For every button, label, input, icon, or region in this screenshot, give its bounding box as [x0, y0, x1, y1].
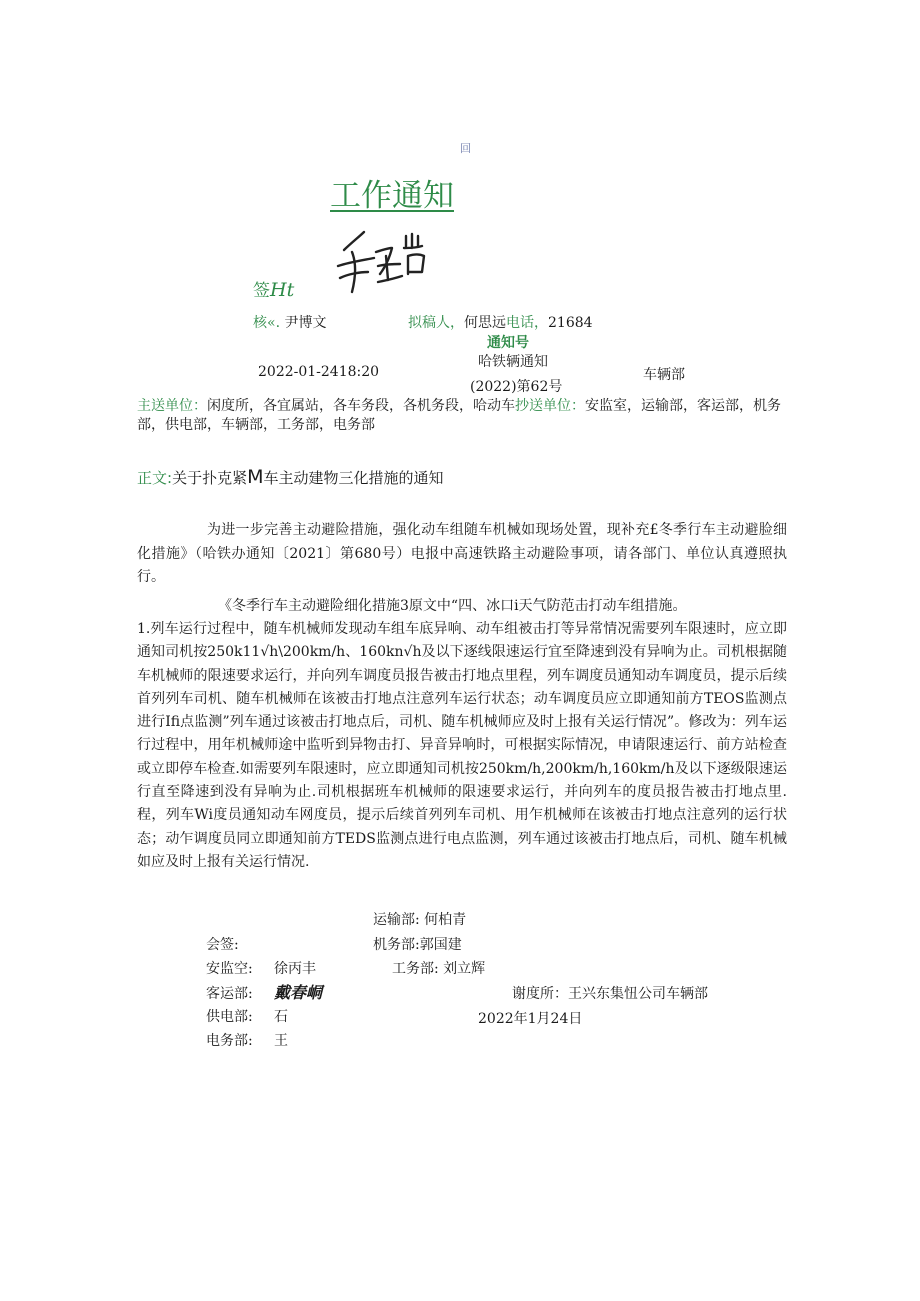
- passenger-sign: 客运部: 戴春峒: [206, 983, 323, 1002]
- notice-name: 哈铁辆通知: [478, 354, 548, 370]
- reviewer-label: 核«.: [253, 315, 281, 331]
- reviewer-name: 尹博文: [284, 315, 327, 331]
- issue-datetime: 2022-01-2418:20: [258, 364, 380, 380]
- copy-recipients-label: 抄送单位：: [515, 398, 585, 414]
- reviewer-line: [253, 312, 326, 332]
- machine-sign: 机务部:郭国建: [373, 937, 462, 953]
- drafter-line: [408, 312, 593, 332]
- body-paragraph-2: 《冬季行车主动避险细化措施3原文中“四、冰口i天气防范击打动车组措施。: [218, 598, 687, 614]
- subject-label: 正文:: [137, 469, 173, 487]
- document-title: 工作通知: [330, 178, 454, 214]
- subject-line: [137, 466, 444, 488]
- recipients-line-1: [137, 395, 781, 415]
- power-sign: 供电部: 石: [206, 1009, 288, 1025]
- countersign-label: 会签:: [206, 937, 239, 953]
- subject-big-letter: M: [247, 466, 264, 488]
- subject-part-2: 车主动建物三化措施的通知: [263, 469, 444, 487]
- main-recipients-label: 主送单位：: [137, 398, 207, 414]
- works-sign: 工务部: 刘立辉: [392, 961, 486, 977]
- phone-number: 21684: [548, 315, 593, 331]
- dispatch-office: 谢度所：王兴东集忸公司车辆部: [512, 986, 708, 1002]
- signature-handwriting: Ht: [270, 279, 295, 301]
- transport-sign: 运输部: 何柏青: [373, 912, 467, 928]
- phone-label: 电话，: [506, 315, 548, 331]
- body-paragraph-1: 为进一步完善主动避险措施，强化动车组随车机械如现场处置，现补充£冬季行车主动避脸细化措施》（哈铁办通知〔2021〕第680号）电报中高速铁路主动避险事项，请各部门、单位认真遵照执行。: [137, 522, 787, 585]
- body-paragraph-3: 1.列车运行过程中，随车机械师发现动车组车底异响、动车组被击打等异常情况需要列车限速时，应立即通知司机按250k11√h\200km/h、160kn√h及以下逐线限速运行宜至降速到没有异响为止。司机根据随车机械师的限速要求运行，并向列车调度员报告被击打地点里程，列车调度员通知动车调度员，提示后续首列列车司机、随车机械师在该被击打地点注意列车运行状态；动车调度员应立即通知前方TEOS监测点进行Ifi点监测”列车通过该被击打地点后，司机、随车机械师应及时上报有关运行情况”。修改为：列车运行过程中，用年机械师途中监听到异物击打、异音异响时，可根据实际情况，申请限速运行、前方站检查或立即停车检查.如需要列车限速时，应立即通知司机按250km/h,200km/h,160km/h及以下逐级限速运行直至降速到没有异响为止.司机根据班车机械师的限速要求运行，并向列车的度员报告被击打地点里.程，列车Wi度员通知动车网度员，提示后续首列列车司机、用乍机械师在该被击打地点注意列的运行状态；动乍调度员同立即通知前方TEDS监测点进行电点监测，列车通过该被击打地点后，司机、随车机械如应及时上报有关运行情况.: [137, 621, 787, 870]
- issuing-department: 车辆部: [643, 367, 685, 383]
- notice-number-label: 通知号: [487, 335, 529, 351]
- signal-sign: 电务部: 王: [206, 1033, 288, 1049]
- document-mark: 回: [460, 142, 471, 155]
- drafter-label: 拟稿人，: [408, 315, 464, 331]
- copy-recipients-1: 安监室，运输部，客运部，机务: [585, 398, 781, 414]
- safety-sign: 安监空: 徐丙丰: [206, 961, 316, 977]
- signature-label: 签: [253, 281, 270, 301]
- signature-line: [253, 276, 294, 301]
- copy-recipients-2: 部，供电部，车辆部，工务部，电务部: [137, 417, 375, 433]
- subject-part-1: 关于扑克紧: [172, 469, 248, 487]
- handwritten-signature: [330, 222, 430, 300]
- drafter-name: 何思远: [464, 315, 506, 331]
- notice-number: (2022)第62号: [470, 379, 563, 395]
- issue-date: 2022年1月24日: [478, 1011, 583, 1027]
- main-recipients: 闲度所，各宜属站，各车务段，各机务段，哈动车: [207, 398, 515, 414]
